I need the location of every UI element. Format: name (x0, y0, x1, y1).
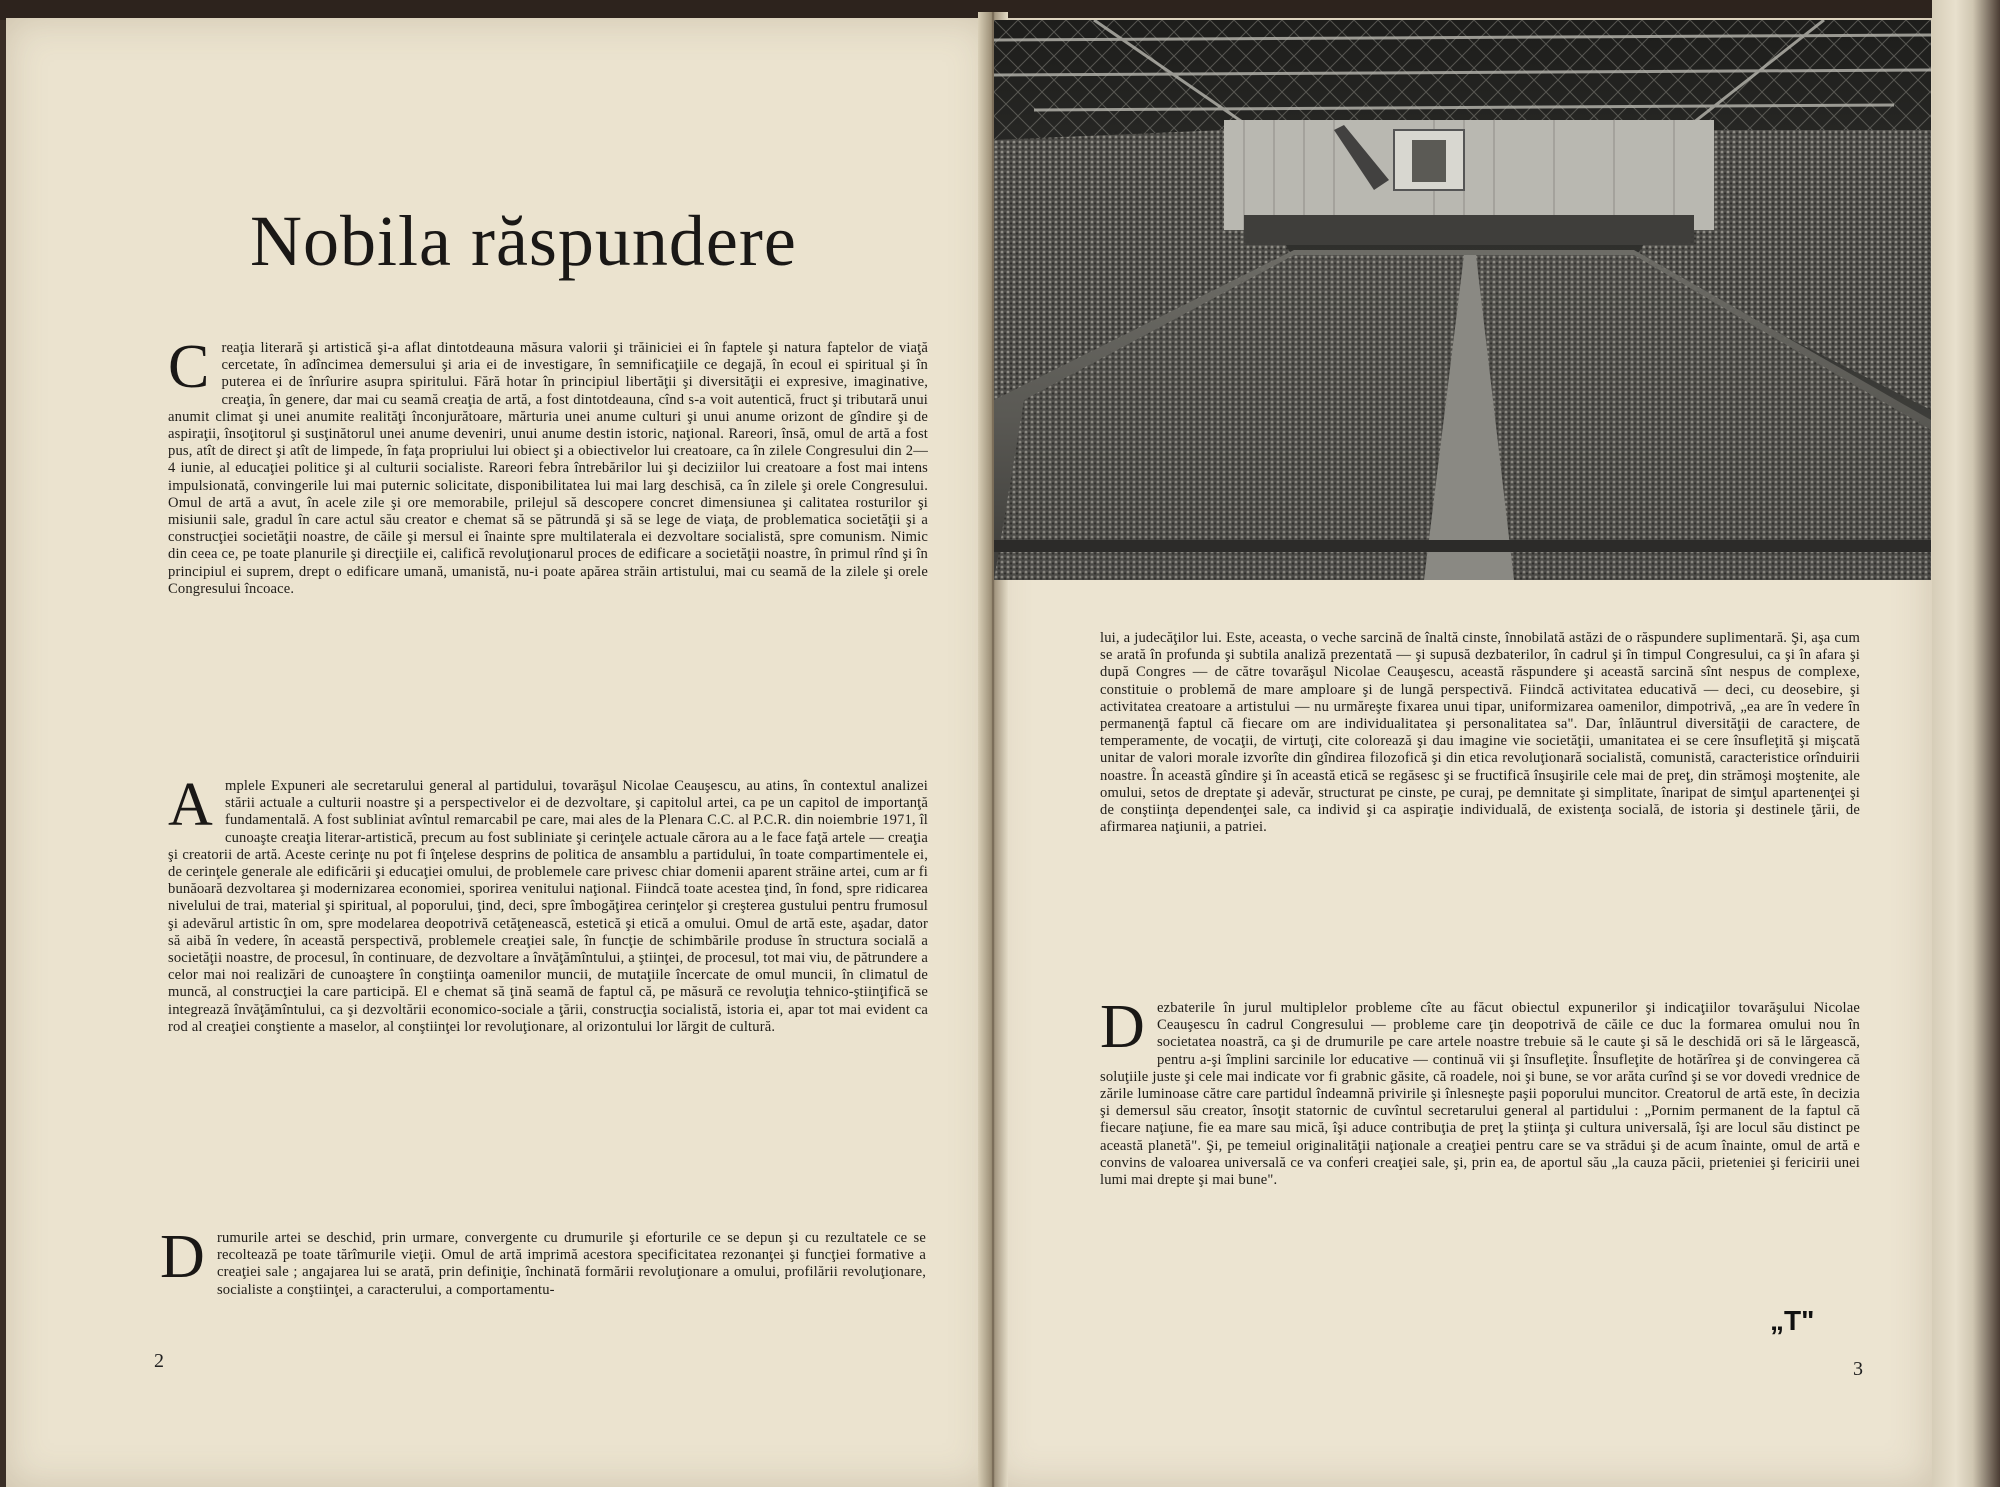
article-paragraph-2 (168, 771, 928, 1036)
book-cover-edge (1932, 0, 2000, 1487)
article-paragraph-1 (168, 333, 928, 598)
paragraph-text: rumurile artei se deschid, prin urmare, convergente cu drumurile şi eforturile ce se depun şi cu rezultatele ce se recoltează pe toate tărîmurile vieţii. Omul de artă imprimă acestora specificitatea rezonanţei şi funcţiei formative a creaţiei sale ; angajarea lui se arată, prin definiţie, închinată formării revoluţionare a omului, profilării revoluţionare, socialiste a conştiinţei, a caracterului, a comportamentu- (216, 1230, 926, 1298)
congress-hall-photo (994, 20, 1931, 580)
page-number-left: 2 (154, 1350, 164, 1372)
drop-cap: A (168, 771, 213, 839)
paragraph-text: reaţia literară şi artistică şi-a aflat dintotdeauna măsura valorii şi trăiniciei ei în faptele şi natura faptelor de viaţă cercetate, în adîncimea demersului şi aria ei de investigare, în semnificaţiile ce degajă, în ecoul ei spiritual şi în puterea ei de înrîurire asupra spiritului. Fără hotar în principiul libertăţii şi diversităţii ei expresive, imaginative, creaţia, în genere, dar mai cu seamă creaţia de artă, a fost dintotdeauna, cînd s-a voit autentică, fruct şi tributară unui anumit climat şi unei anumite realităţi înconjurătoare, mărturia unei anume culturi şi unui anume orizont de gîndire şi de aspiraţii, însoţitorul şi susţinătorul unei anume deveniri, unui anume destin istoric, naţional. Rareori, însă, omul de artă a fost pus, atît de direct şi atît de limpede, în faţa propriului lui obiect şi a obiectivelor lui creatoare, ca în zilele Congresului din 2—4 iunie, al educaţiei politice şi al culturii socialiste. Rareori febra întrebărilor lui şi deciziilor lui creatoare a fost mai intens impulsionată, convingerile lui mai puternic solicitate, disponibilitatea lui mai larg deschisă, ca în zilele şi orele Congresului. Omul de artă a avut, în acele zile şi ore memorabile, prilejul să descopere concret dimensiunea şi calitatea rosturilor şi misiunii sale, gradul în care actul său creator e chemat să se pătrundă şi să se lege de viaţa, de problematica societăţii şi a construcţiei societăţii noastre, de căile şi mersul ei înainte spre multilaterala ei dezvoltare socialistă, spre comunism. Nimic din ceea ce, pe toate planurile şi direcţiile ei, califică revoluţionarul proces de edificare a societăţii noastre, în primul rînd şi în principiul ei suprem, drept o edificare umană, umanistă, nu-i poate apărea străin artistului, mai cu seamă de la zilele şi orele Congresului încoace. (168, 340, 928, 597)
paragraph-text: ezbaterile în jurul multiplelor probleme cîte au făcut obiectul expunerilor şi indicaţiilor tovarăşului Nicolae Ceauşescu în cadrul Congresului — probleme care ţin deopotrivă de căile ce duc la formarea omului nou în societatea noastră, ca şi de drumurile pe care artele noastre trebuie să le caute şi să le deschidă ori să le lărgească, pentru a-şi împlini sarcinile lor educative — continuă vii şi însufleţite. Însufleţite de hotărîrea şi de convingerea că soluţiile juste şi cele mai indicate vor fi grabnic găsite, că roadele, noi şi bune, se vor arăta curînd şi se vor dovedi vrednice de zările luminoase către care partidul îndeamnă privirile şi înlesneşte paşii poporului muncitor. Creatorul de artă este, în decizia şi demersul său creator, însoţit statornic de cuvîntul secretarului general al partidului : „Pornim permanent de la faptul că fiecare naţiune, fie ea mare sau mică, îşi aduce contribuţia de preţ la ştiinţa şi cultura universală, îşi are locul său distinct pe această planetă". Şi, pe temeiul originalităţii naţionale a creaţiei pentru care se va strădui şi de acum înainte, omul de artă e convins de valoarea universală ce va conferi creaţiei sale, şi, prin ea, de aportul său „la cauza păcii, prieteniei şi fericirii unei lumi mai drepte şi mai bune". (1100, 1000, 1860, 1189)
paragraph-text: mplele Expuneri ale secretarului general al partidului, tovarăşul Nicolae Ceauşescu, au atins, în contextul analizei stării actuale a culturii noastre şi a perspectivelor ei de dezvoltare, şi capitolul artei, ca pe un capitol de importanţă fundamentală. A fost subliniat avîntul remarcabil pe care, mai ales de la Plenara C.C. al P.C.R. din noiembrie 1971, îl cunoaşte creaţia literar-artistică, precum au fost subliniate şi cerinţele actuale cărora au a le face faţă artele — creaţia şi creatorii de artă. Aceste cerinţe nu pot fi înţelese desprins de politica de ansamblu a partidului, în toate compartimentele ei, de cerinţele generale ale edificării şi educaţiei omului, de problemele care privesc chiar domenii aparent străine artei, cum ar fi bunăoară dezvoltarea şi modernizarea economiei, sporirea venitului naţional. Fiindcă toate acestea ţind, în fond, spre ridicarea nivelului de trai, material şi spiritual, al poporului, ţind, deci, spre îmbogăţirea cerinţelor şi creşterea gustului pentru frumosul şi adevărul artistic în om, spre modelarea deopotrivă cetăţenească, estetică şi etică a omului. Omul de artă este, aşadar, dator să aibă în vedere, în această perspectivă, problemele creaţiei sale, în funcţie de schimbările produse în structura socială a societăţii noastre, de procesul, în continuare, de dezvoltare a învăţămîntului, a ştiinţei, de procesul, tot mai viu, de pătrundere a celor mai noi realizări de cunoaştere în conştiinţa oamenilor muncii, de mutaţiile încercate de omul muncii, în climatul de muncă, al construcţiei la care participă. El e chemat să ţină seamă de faptul că, pe măsură ce revoluţia tehnico-ştiinţifică se integrează învăţămîntului, ca şi dezvoltării economico-sociale a ţării, construcţia socialistă, istoria ei, apar tot mai evident ca rod al creaţiei conştiente a maselor, al conştiinţei lor revoluţionare, al orizontului lor lărgit de cultură. (168, 778, 928, 1035)
drop-cap: D (1100, 993, 1145, 1061)
drop-cap: D (160, 1223, 205, 1291)
article-paragraph-3 (160, 1223, 926, 1299)
page-number-right: 3 (1853, 1358, 1863, 1380)
author-signature: „T" (1770, 1305, 1815, 1336)
article-title: Nobila răspundere (250, 201, 797, 281)
drop-cap: C (168, 333, 210, 401)
article-paragraph-4 (1100, 630, 1860, 836)
paragraph-text: lui, a judecăţilor lui. Este, aceasta, o veche sarcină de înaltă cinste, înnobilată astăzi de o răspundere suplimentară. Şi, aşa cum se arată în profunda şi subtila analiză prezentată — şi supusă dezbaterilor, în cadrul şi în timpul Congresului, ca şi în afara şi după Congres — de către tovarăşul Nicolae Ceauşescu, această răspundere şi această sarcină sînt nespus de complexe, constituie o problemă de mare amploare şi de lungă perspectivă. Fiindcă activitatea educativă — deci, cu deosebire, şi activitatea creatoare a artistului — nu urmăreşte fixarea unui tipar, uniformizarea oamenilor, dimpotrivă, „ea are în vedere în permanenţă faptul că fiecare om are individualitatea şi personalitatea sa". Dar, înlăuntrul diversităţii de caractere, de temperamente, de vocaţii, de virtuţi, cite colorează şi dau imagine vie societăţii, umanitatea ei se cere însufleţită şi mişcată unitar de valori morale izvorîte din gîndirea filozofică şi din etica revoluţionară socialistă, comunistă, caracteristice orînduirii noastre. În această gîndire şi în această etică se regăsesc şi se fructifică însuşirile cele mai de preţ, din strămoşi moştenite, ale omului, setos de dreptate şi adevăr, structurat pe cinste, pe curaj, pe demnitate şi simplitate, înaripat de simţul apartenenţei şi de conştiinţa dependenţei sale, ca individ şi ca aspiraţie individuală, de existenţa socială, de istoria şi destinele ţării, de afirmarea naţiunii, a patriei. (1100, 630, 1860, 836)
article-paragraph-5 (1100, 993, 1860, 1189)
